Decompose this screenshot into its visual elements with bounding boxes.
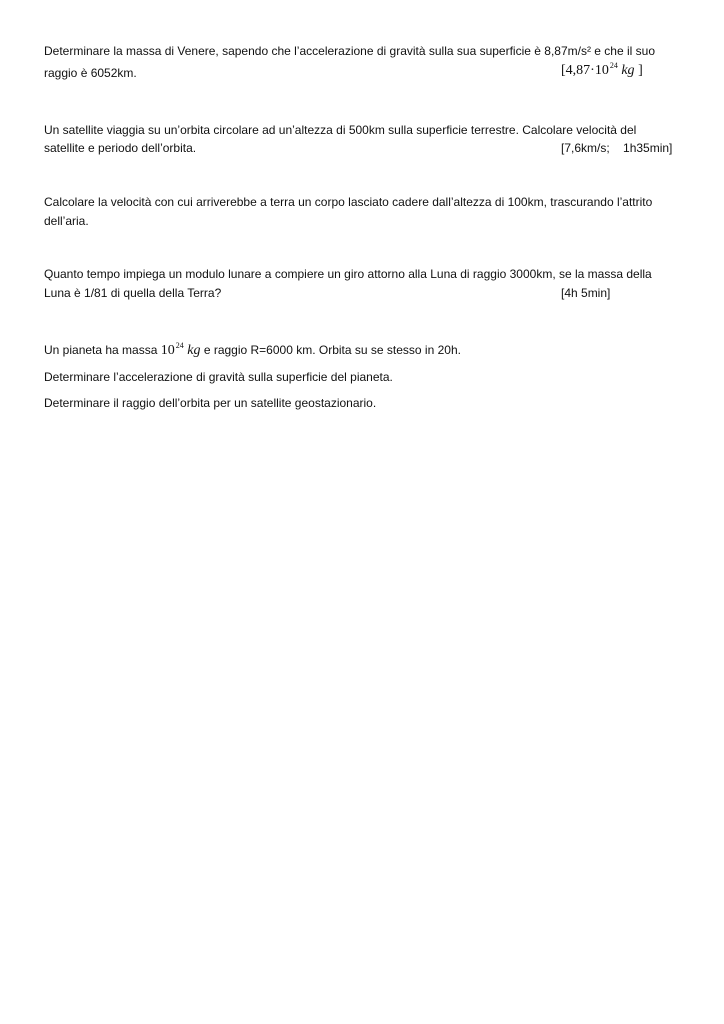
problem-5-text-after: e raggio R=6000 km. Orbita su se stesso in 20h. xyxy=(203,343,461,357)
answer-mantissa: 4,87 xyxy=(565,63,591,78)
problem-4-answer: [4h 5min] xyxy=(561,286,611,300)
mass-unit: kg xyxy=(187,343,201,358)
problem-5-line-1 xyxy=(44,341,461,358)
answer-close-bracket: ] xyxy=(638,63,643,78)
mass-base: 10 xyxy=(160,343,175,358)
answer-base: 10 xyxy=(594,63,609,78)
problem-5-line-2: Determinare l’accelerazione di gravità sulla superficie del pianeta. xyxy=(44,370,393,384)
problem-5-text-before: Un pianeta ha massa xyxy=(44,343,158,357)
answer-open-bracket: [ xyxy=(561,63,566,78)
problem-3-line-1: Calcolare la velocità con cui arriverebbe a terra un corpo lasciato cadere dall’altezza di 100km, trascurando l’attrito xyxy=(44,195,653,209)
problem-4-line-2: Luna è 1/81 di quella della Terra? xyxy=(44,286,222,300)
problem-1-line-1: Determinare la massa di Venere, sapendo che l’accelerazione di gravità sulla sua superficie è 8,87m/s² e che il suo xyxy=(44,44,655,58)
problem-3-line-2: dell’aria. xyxy=(44,214,89,228)
problem-1-answer xyxy=(561,61,643,78)
problem-2-answer: [7,6km/s; 1h35min] xyxy=(561,141,673,155)
answer-exponent: 24 xyxy=(609,61,618,70)
problem-4-line-1: Quanto tempo impiega un modulo lunare a compiere un giro attorno alla Luna di raggio 3000km, se la massa della xyxy=(44,267,652,281)
problem-2-line-1: Un satellite viaggia su un’orbita circolare ad un’altezza di 500km sulla superficie terrestre. Calcolare velocità del xyxy=(44,123,637,137)
mass-exponent: 24 xyxy=(175,341,184,350)
planet-mass-formula xyxy=(161,343,201,358)
answer-multiply-dot: · xyxy=(590,63,595,78)
problem-2-line-2: satellite e periodo dell’orbita. xyxy=(44,141,197,155)
problem-1-line-2: raggio è 6052km. xyxy=(44,66,137,80)
problem-5-line-3: Determinare il raggio dell’orbita per un satellite geostazionario. xyxy=(44,396,377,410)
answer-unit: kg xyxy=(621,63,635,78)
